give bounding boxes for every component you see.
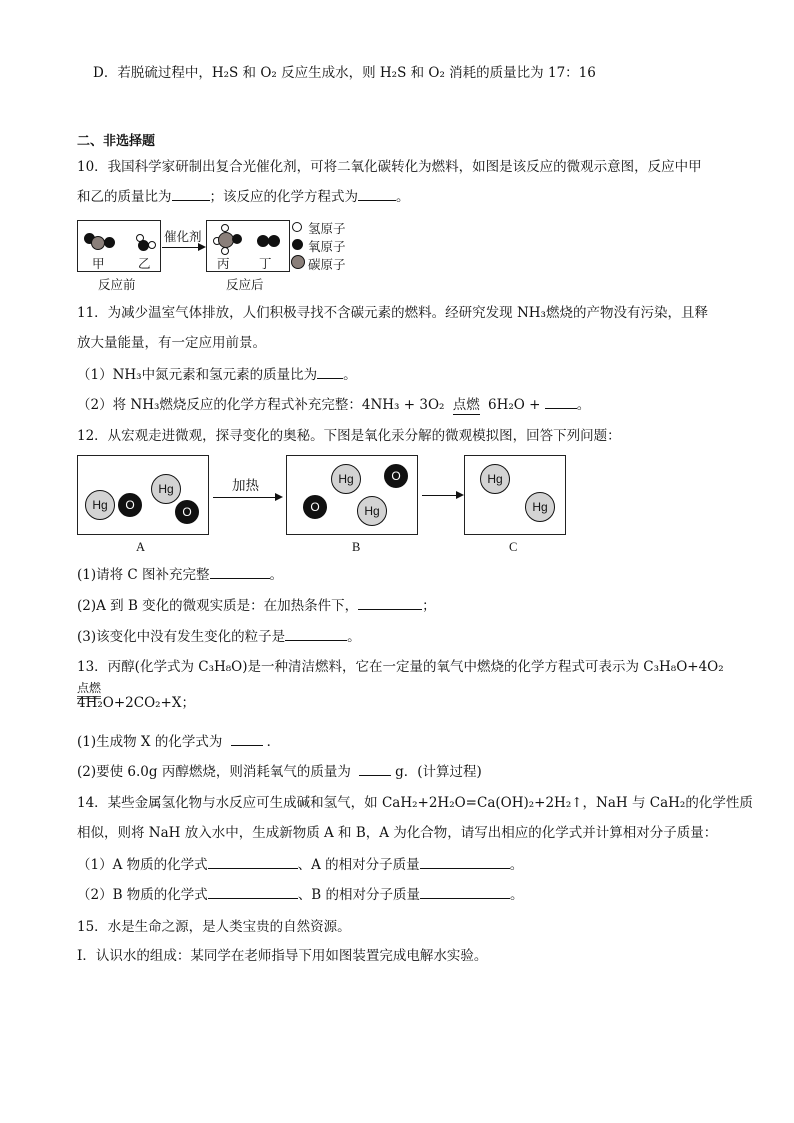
oxygen-atom-icon: O <box>384 464 408 488</box>
q10-text-c: 。 <box>396 189 410 205</box>
arrow-head-icon <box>456 491 464 499</box>
q14-part1-text: （1）A 物质的化学式 <box>77 857 208 873</box>
q12-stem: 12．从宏观走进微观，探寻变化的奥秘。下图是氧化汞分解的微观模拟图，回答下列问题： <box>77 428 621 444</box>
oxygen-atom-icon: O <box>118 493 142 517</box>
q12-part3 <box>77 628 361 646</box>
q12-blank-particle[interactable] <box>285 628 347 641</box>
oxygen-atom-icon: O <box>303 495 327 519</box>
q10-text-b: ；该反应的化学方程式为 <box>209 189 358 205</box>
q12-box-b <box>286 455 418 535</box>
q13-stem-line1: 13．丙醇(化学式为 C₃H₈O)是一种清洁燃料，它在一定量的氧气中燃烧的化学方程式可表示为 C₃H₈O+4O₂ <box>77 659 724 675</box>
q11-blank-mass-ratio[interactable] <box>317 366 343 379</box>
carbon-legend-icon <box>291 255 305 269</box>
mercury-atom-icon: Hg <box>525 492 555 522</box>
q15-stem-line2: Ⅰ．认识水的组成：某同学在老师指导下用如图装置完成电解水实验。 <box>77 948 488 964</box>
mercury-atom-icon: Hg <box>331 464 361 494</box>
q14-stem-line2: 相似，则将 NaH 放入水中，生成新物质 A 和 B，A 为化合物，请写出相应的化学式并计算相对分子质量： <box>77 825 718 841</box>
q11-part2 <box>77 396 590 415</box>
label-a: A <box>136 540 146 554</box>
q13-part1 <box>77 733 280 751</box>
q12-blank-c[interactable] <box>210 566 270 579</box>
q12-part2 <box>77 597 436 615</box>
q14-part2-text: （2）B 物质的化学式 <box>77 887 208 903</box>
heat-arrow <box>213 497 275 498</box>
oxygen-atom-icon <box>268 235 280 247</box>
q11-part2-product: 6H₂O + <box>488 397 541 413</box>
q14-part1-mid: 、A 的相对分子质量 <box>297 857 420 873</box>
q10-blank-equation[interactable] <box>358 188 396 201</box>
legend-hydrogen: 氢原子 <box>308 221 346 236</box>
q12-part2-text: (2)A 到 B 变化的微观实质是：在加热条件下， <box>77 598 359 614</box>
q14-part1 <box>77 856 523 874</box>
q14-stem-line1: 14．某些金属氢化物与水反应可生成碱和氢气，如 CaH₂+2H₂O=Ca(OH)₂+2H₂↑，NaH 与 CaH₂的化学性质 <box>77 795 753 811</box>
q12-blank-essence[interactable] <box>358 597 422 610</box>
q11-blank-product[interactable] <box>545 396 577 409</box>
q10-box-after <box>206 220 290 272</box>
hydrogen-atom-icon <box>221 224 229 232</box>
result-arrow <box>422 495 456 496</box>
q10-stem-line1: 10．我国科学家研制出复合光催化剂，可将二氧化碳转化为燃料，如图是该反应的微观示意图，反应中甲 <box>77 159 702 175</box>
q15-stem-line1: 15．水是生命之源，是人类宝贵的自然资源。 <box>77 919 351 935</box>
hydrogen-legend-icon <box>292 222 302 232</box>
q11-part2-end: 。 <box>576 397 591 413</box>
label-bing: 丙 <box>217 256 230 271</box>
oxygen-atom-icon <box>104 237 115 248</box>
arrow-head-icon <box>198 243 206 251</box>
q14-part2-mid: 、B 的相对分子质量 <box>297 887 421 903</box>
q9-option-d: D．若脱硫过程中，H₂S 和 O₂ 反应生成水，则 H₂S 和 O₂ 消耗的质量比为 17：16 <box>93 65 596 81</box>
label-b: B <box>352 540 361 554</box>
q11-part1 <box>77 366 357 384</box>
q10-stem-line2 <box>77 188 410 206</box>
q12-part2-end: ； <box>422 598 436 614</box>
q11-part1-end: 。 <box>343 367 357 383</box>
q13-blank-x[interactable] <box>231 733 263 746</box>
heat-label: 加热 <box>232 478 259 494</box>
label-c: C <box>509 540 518 554</box>
legend-oxygen: 氧原子 <box>308 239 346 254</box>
oxygen-legend-icon <box>292 239 303 250</box>
q14-blank-a-formula[interactable] <box>208 856 298 869</box>
label-jia: 甲 <box>92 256 105 271</box>
q12-part1-end: 。 <box>269 567 284 583</box>
q12-part3-text: (3)该变化中没有发生变化的粒子是 <box>77 629 286 645</box>
q11-part2-text: （2）将 NH₃燃烧反应的化学方程式补充完整：4NH₃ + 3O₂ <box>77 397 445 413</box>
mercury-atom-icon: Hg <box>151 474 181 504</box>
catalyst-label: 催化剂 <box>164 229 202 244</box>
q13-blank-oxygen-mass[interactable] <box>359 763 391 776</box>
q14-part1-end: 。 <box>509 857 524 873</box>
carbon-atom-icon <box>91 236 105 250</box>
q11-stem-line2: 放大量能量，有一定应用前景。 <box>77 335 266 351</box>
q13-part2-end: g．(计算过程) <box>395 764 482 780</box>
q13-part2-text: (2)要使 6.0g 丙醇燃烧，则消耗氧气的质量为 <box>77 764 351 780</box>
label-yi: 乙 <box>138 256 151 271</box>
q14-blank-b-formula[interactable] <box>208 886 298 899</box>
section-heading: 二、非选择题 <box>77 134 156 149</box>
reaction-arrow <box>162 247 198 248</box>
legend-carbon: 碳原子 <box>308 257 346 272</box>
q13-part2 <box>77 763 482 781</box>
q11-condition: 点燃 <box>452 397 480 413</box>
q14-part2-end: 。 <box>510 887 524 903</box>
q10-box-before <box>77 220 161 272</box>
q14-part2 <box>77 886 524 904</box>
mercury-atom-icon: Hg <box>480 464 510 494</box>
q14-blank-b-mass[interactable] <box>420 886 510 899</box>
q12-box-a <box>77 455 209 535</box>
arrow-head-icon <box>275 493 283 501</box>
q13-part1-text: (1)生成物 X 的化学式为 <box>77 734 223 750</box>
mercury-atom-icon: Hg <box>357 496 387 526</box>
oxygen-atom-icon: O <box>175 500 199 524</box>
hydrogen-atom-icon <box>148 241 156 249</box>
q13-condition: 点燃 <box>77 681 101 699</box>
caption-before: 反应前 <box>98 277 136 292</box>
q13-part1-end: ． <box>266 734 281 750</box>
caption-after: 反应后 <box>226 277 264 292</box>
q10-text-a: 和乙的质量比为 <box>77 189 172 205</box>
q11-stem-line1: 11．为减少温室气体排放，人们积极寻找不含碳元素的燃料。经研究发现 NH₃燃烧的产物没有污染，且释 <box>77 305 708 321</box>
q12-part1-text: (1)请将 C 图补充完整 <box>77 567 210 583</box>
q12-box-c <box>464 455 566 535</box>
q14-blank-a-mass[interactable] <box>420 856 510 869</box>
q12-part3-end: 。 <box>347 629 361 645</box>
label-ding: 丁 <box>259 256 272 271</box>
q11-part1-text: （1）NH₃中氮元素和氢元素的质量比为 <box>77 367 318 383</box>
q10-blank-mass-ratio[interactable] <box>172 188 210 201</box>
q12-part1 <box>77 566 283 584</box>
mercury-atom-icon: Hg <box>85 490 115 520</box>
oxygen-atom-icon <box>232 234 242 244</box>
q13-stem-line2: 4H₂O+2CO₂+X； <box>77 695 195 711</box>
